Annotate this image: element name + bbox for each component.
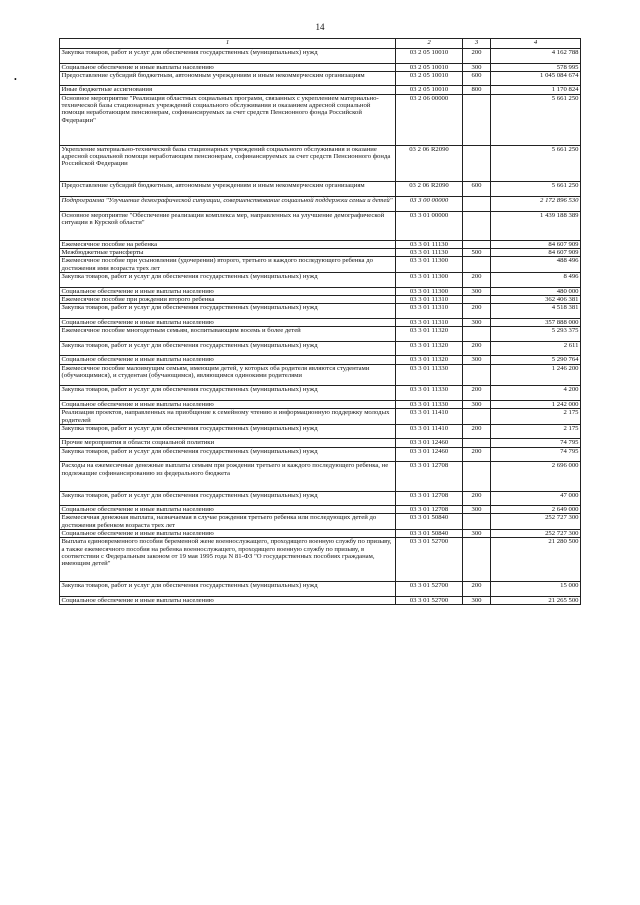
- row-name-cell: Социальное обеспечение и иные выплаты населению: [60, 287, 396, 295]
- row-vr-cell: [463, 439, 491, 447]
- row-vr-cell: 600: [463, 71, 491, 86]
- table-row: [60, 94, 581, 145]
- row-name-cell: Социальное обеспечение и иные выплаты населению: [60, 530, 396, 538]
- row-code-cell: 03 3 01 00000: [396, 211, 463, 240]
- row-code-cell: 03 3 01 11300: [396, 257, 463, 273]
- row-vr-cell: [463, 211, 491, 240]
- row-sum-cell: 252 727 300: [491, 530, 581, 538]
- row-sum-cell: 4 162 788: [491, 49, 581, 64]
- row-name-cell: Межбюджетные трансферты: [60, 249, 396, 257]
- row-code-cell: 03 3 01 52700: [396, 596, 463, 604]
- row-code-cell: 03 3 01 52700: [396, 538, 463, 582]
- table-row: [60, 196, 581, 211]
- row-name-cell: Предоставление субсидий бюджетным, автономным учреждениям и иным некоммерческим организациям: [60, 71, 396, 86]
- row-code-cell: 03 3 01 11310: [396, 318, 463, 326]
- table-header-row: [60, 39, 581, 49]
- table-row: [60, 356, 581, 364]
- row-code-cell: 03 2 06 00000: [396, 94, 463, 145]
- table-row: [60, 287, 581, 295]
- row-sum-cell: 74 795: [491, 447, 581, 462]
- row-vr-cell: 200: [463, 582, 491, 597]
- row-code-cell: 03 2 06 R2090: [396, 145, 463, 182]
- table-row: [60, 272, 581, 287]
- row-sum-cell: 74 795: [491, 439, 581, 447]
- row-vr-cell: 300: [463, 356, 491, 364]
- row-sum-cell: 4 518 381: [491, 304, 581, 319]
- scan-mark: •: [14, 75, 17, 84]
- table-row: [60, 71, 581, 86]
- row-code-cell: 03 3 01 12708: [396, 491, 463, 506]
- row-code-cell: 03 3 01 11130: [396, 249, 463, 257]
- row-name-cell: Социальное обеспечение и иные выплаты населению: [60, 400, 396, 408]
- row-name-cell: Подпрограмма "Улучшение демографической ситуации, совершенствование социальной поддержки семьи и детей": [60, 196, 396, 211]
- row-sum-cell: 357 888 000: [491, 318, 581, 326]
- row-sum-cell: 84 607 909: [491, 249, 581, 257]
- row-vr-cell: [463, 240, 491, 248]
- row-vr-cell: 300: [463, 287, 491, 295]
- row-vr-cell: 200: [463, 447, 491, 462]
- table-row: [60, 386, 581, 401]
- row-sum-cell: 8 496: [491, 272, 581, 287]
- row-name-cell: Основное мероприятие "Реализация областных социальных программ, связанных с укреплением материально-технической базы стационарных учреждений социального обслуживания и оказанием адресной социальной помощи неработающим пенсионерам, софинансируемых за счет средств Пенсионного фонда Российской Федерации": [60, 94, 396, 145]
- table-row: [60, 304, 581, 319]
- table-row: [60, 409, 581, 425]
- row-sum-cell: 578 995: [491, 63, 581, 71]
- row-sum-cell: 1 246 200: [491, 364, 581, 386]
- row-name-cell: Ежемесячное пособие малоимущим семьям, имеющим детей, у которых оба родителя являются студентами (обучающимися), и студентам (обучающимся), являющимся одинокими родителями: [60, 364, 396, 386]
- row-vr-cell: [463, 364, 491, 386]
- row-vr-cell: [463, 257, 491, 273]
- row-vr-cell: 200: [463, 491, 491, 506]
- row-vr-cell: 500: [463, 249, 491, 257]
- row-sum-cell: 2 175: [491, 409, 581, 425]
- row-vr-cell: [463, 462, 491, 491]
- row-code-cell: 03 3 01 12460: [396, 439, 463, 447]
- row-sum-cell: 2 611: [491, 341, 581, 356]
- row-name-cell: Реализация проектов, направленных на приобщение к семейному чтению и информационную поддержку молодых родителей: [60, 409, 396, 425]
- row-name-cell: Ежемесячное пособие при рождении второго ребенка: [60, 295, 396, 303]
- row-name-cell: Социальное обеспечение и иные выплаты населению: [60, 63, 396, 71]
- row-sum-cell: 5 293 375: [491, 327, 581, 342]
- row-sum-cell: 5 661 250: [491, 145, 581, 182]
- row-vr-cell: [463, 409, 491, 425]
- row-vr-cell: 300: [463, 400, 491, 408]
- table-row: [60, 49, 581, 64]
- row-name-cell: Выплата единовременного пособия беременной жене военнослужащего, проходящего военную службу по призыву, а также ежемесячного пособия на ребенка военнослужащего, проходящего военную службу по призыву, в соответствии с Федеральным законом от 19 мая 1995 года N 81-ФЗ "О государственных пособиях гражданам, имеющим детей": [60, 538, 396, 582]
- table-row: [60, 491, 581, 506]
- row-name-cell: Ежемесячное пособие на ребенка: [60, 240, 396, 248]
- budget-table-body: [60, 39, 581, 605]
- table-row: [60, 240, 581, 248]
- row-code-cell: 03 3 01 11320: [396, 341, 463, 356]
- row-vr-cell: [463, 145, 491, 182]
- row-name-cell: Ежемесячное пособие многодетным семьям, воспитывающим восемь и более детей: [60, 327, 396, 342]
- row-name-cell: Основное мероприятие "Обеспечение реализации комплекса мер, направленных на улучшение демографической ситуации в Курской области": [60, 211, 396, 240]
- row-vr-cell: 600: [463, 182, 491, 197]
- table-row: [60, 341, 581, 356]
- row-name-cell: Закупка товаров, работ и услуг для обеспечения государственных (муниципальных) нужд: [60, 424, 396, 439]
- row-vr-cell: 300: [463, 596, 491, 604]
- row-code-cell: 03 3 01 11330: [396, 364, 463, 386]
- row-vr-cell: 300: [463, 63, 491, 71]
- row-name-cell: Закупка товаров, работ и услуг для обеспечения государственных (муниципальных) нужд: [60, 304, 396, 319]
- row-name-cell: Ежемесячное пособие при усыновлении (удочерении) второго, третьего и каждого последующего ребенка до достижения ими возраста трех лет: [60, 257, 396, 273]
- row-code-cell: 03 3 01 12460: [396, 447, 463, 462]
- table-row: [60, 318, 581, 326]
- row-name-cell: Укрепление материально-технической базы стационарных учреждений социального обслуживания и оказание адресной социальной помощи неработающим пенсионерам, софинансируемых за счет средств Пенсионного фонда Российской Федерации: [60, 145, 396, 182]
- row-code-cell: 03 3 01 11130: [396, 240, 463, 248]
- table-row: [60, 145, 581, 182]
- row-code-cell: 03 3 01 11330: [396, 400, 463, 408]
- row-sum-cell: 1 439 188 389: [491, 211, 581, 240]
- row-code-cell: 03 3 01 11310: [396, 295, 463, 303]
- table-row: [60, 257, 581, 273]
- header-col-3: 3: [463, 39, 491, 49]
- row-code-cell: 03 2 05 10010: [396, 71, 463, 86]
- row-code-cell: 03 3 01 12708: [396, 462, 463, 491]
- row-vr-cell: [463, 327, 491, 342]
- row-sum-cell: 5 661 250: [491, 94, 581, 145]
- table-row: [60, 400, 581, 408]
- row-sum-cell: 15 000: [491, 582, 581, 597]
- row-name-cell: Закупка товаров, работ и услуг для обеспечения государственных (муниципальных) нужд: [60, 49, 396, 64]
- row-name-cell: Закупка товаров, работ и услуг для обеспечения государственных (муниципальных) нужд: [60, 491, 396, 506]
- row-vr-cell: [463, 295, 491, 303]
- table-row: [60, 530, 581, 538]
- row-sum-cell: 362 406 381: [491, 295, 581, 303]
- row-code-cell: 03 2 05 10010: [396, 49, 463, 64]
- table-row: [60, 439, 581, 447]
- row-sum-cell: 21 280 500: [491, 538, 581, 582]
- row-sum-cell: 2 649 000: [491, 506, 581, 514]
- row-name-cell: Социальное обеспечение и иные выплаты населению: [60, 318, 396, 326]
- table-row: [60, 295, 581, 303]
- row-vr-cell: 300: [463, 506, 491, 514]
- row-name-cell: Закупка товаров, работ и услуг для обеспечения государственных (муниципальных) нужд: [60, 386, 396, 401]
- row-name-cell: Социальное обеспечение и иные выплаты населению: [60, 596, 396, 604]
- row-name-cell: Иные бюджетные ассигнования: [60, 86, 396, 94]
- table-row: [60, 364, 581, 386]
- row-code-cell: 03 3 01 50840: [396, 514, 463, 530]
- row-sum-cell: 2 175: [491, 424, 581, 439]
- row-sum-cell: 84 607 909: [491, 240, 581, 248]
- row-sum-cell: 1 170 824: [491, 86, 581, 94]
- row-name-cell: Социальное обеспечение и иные выплаты населению: [60, 356, 396, 364]
- row-code-cell: 03 3 01 11320: [396, 356, 463, 364]
- row-code-cell: 03 2 05 10010: [396, 63, 463, 71]
- row-sum-cell: 1 045 084 674: [491, 71, 581, 86]
- table-row: [60, 182, 581, 197]
- row-vr-cell: [463, 94, 491, 145]
- table-row: [60, 86, 581, 94]
- table-row: [60, 424, 581, 439]
- row-vr-cell: [463, 538, 491, 582]
- row-sum-cell: 1 242 000: [491, 400, 581, 408]
- table-row: [60, 327, 581, 342]
- row-name-cell: Прочие мероприятия в области социальной политики: [60, 439, 396, 447]
- row-code-cell: 03 2 05 10010: [396, 86, 463, 94]
- row-vr-cell: [463, 514, 491, 530]
- budget-table: [59, 38, 581, 605]
- table-row: [60, 596, 581, 604]
- row-sum-cell: 2 696 000: [491, 462, 581, 491]
- table-row: [60, 211, 581, 240]
- table-row: [60, 514, 581, 530]
- row-code-cell: 03 3 01 11300: [396, 287, 463, 295]
- row-name-cell: Закупка товаров, работ и услуг для обеспечения государственных (муниципальных) нужд: [60, 447, 396, 462]
- row-code-cell: 03 3 01 50840: [396, 530, 463, 538]
- row-vr-cell: 300: [463, 530, 491, 538]
- row-sum-cell: 21 265 500: [491, 596, 581, 604]
- header-col-2: 2: [396, 39, 463, 49]
- row-vr-cell: 200: [463, 341, 491, 356]
- row-vr-cell: 200: [463, 304, 491, 319]
- row-code-cell: 03 3 01 11330: [396, 386, 463, 401]
- row-sum-cell: 47 000: [491, 491, 581, 506]
- row-code-cell: 03 3 01 11310: [396, 304, 463, 319]
- table-row: [60, 582, 581, 597]
- table-row: [60, 63, 581, 71]
- row-name-cell: Социальное обеспечение и иные выплаты населению: [60, 506, 396, 514]
- table-row: [60, 249, 581, 257]
- row-name-cell: Расходы на ежемесячные денежные выплаты семьям при рождении третьего и каждого последующего ребенка, не подлежащие софинансированию из федерального бюджета: [60, 462, 396, 491]
- table-row: [60, 462, 581, 491]
- row-sum-cell: 252 727 300: [491, 514, 581, 530]
- row-code-cell: 03 2 06 R2090: [396, 182, 463, 197]
- row-name-cell: Ежемесячная денежная выплата, назначаемая в случае рождения третьего ребенка или последующих детей до достижения ребенком возраста трех лет: [60, 514, 396, 530]
- row-vr-cell: 200: [463, 424, 491, 439]
- row-sum-cell: 5 661 250: [491, 182, 581, 197]
- table-row: [60, 447, 581, 462]
- table-row: [60, 506, 581, 514]
- row-code-cell: 03 3 01 11320: [396, 327, 463, 342]
- row-name-cell: Предоставление субсидий бюджетным, автономным учреждениям и иным некоммерческим организациям: [60, 182, 396, 197]
- row-sum-cell: 2 172 896 530: [491, 196, 581, 211]
- row-code-cell: 03 3 01 52700: [396, 582, 463, 597]
- header-col-4: 4: [491, 39, 581, 49]
- row-code-cell: 03 3 01 11410: [396, 424, 463, 439]
- row-code-cell: 03 3 01 11300: [396, 272, 463, 287]
- header-col-1: 1: [60, 39, 396, 49]
- row-code-cell: 03 3 00 00000: [396, 196, 463, 211]
- row-name-cell: Закупка товаров, работ и услуг для обеспечения государственных (муниципальных) нужд: [60, 272, 396, 287]
- row-vr-cell: 200: [463, 386, 491, 401]
- row-sum-cell: 488 496: [491, 257, 581, 273]
- row-name-cell: Закупка товаров, работ и услуг для обеспечения государственных (муниципальных) нужд: [60, 582, 396, 597]
- row-code-cell: 03 3 01 11410: [396, 409, 463, 425]
- page-number: 14: [315, 22, 325, 32]
- row-vr-cell: 800: [463, 86, 491, 94]
- table-row: [60, 538, 581, 582]
- row-vr-cell: [463, 196, 491, 211]
- row-vr-cell: 200: [463, 49, 491, 64]
- row-sum-cell: 480 000: [491, 287, 581, 295]
- row-vr-cell: 300: [463, 318, 491, 326]
- row-name-cell: Закупка товаров, работ и услуг для обеспечения государственных (муниципальных) нужд: [60, 341, 396, 356]
- row-sum-cell: 5 290 764: [491, 356, 581, 364]
- row-code-cell: 03 3 01 12708: [396, 506, 463, 514]
- row-sum-cell: 4 200: [491, 386, 581, 401]
- row-vr-cell: 200: [463, 272, 491, 287]
